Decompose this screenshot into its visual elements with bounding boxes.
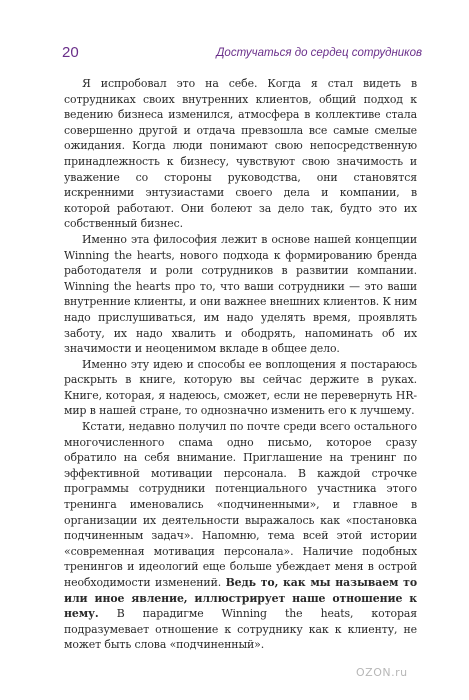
paragraph-text: В парадигме Winning the heats, которая подразумевает отношение к сотруднику как к клиенту, не может быть слова «подчиненный». [64,607,417,652]
page-number: 20 [62,44,79,61]
paragraph: Именно эту идею и способы ее воплощения я постараюсь раскрыть в книге, которую вы сейчас держите в руках. Книге, которая, я надеюсь, сможет, если не перевернуть HR-мир в нашей стране, то однозначно изменить его к лучшему. [64,357,417,418]
paragraph [64,419,417,653]
ozon-watermark: OZON.ru [356,666,408,679]
paragraph: Именно эта философия лежит в основе нашей концепции Winning the hearts, нового подхода к формированию бренда работодателя и роли сотрудников в развитии компании. Winning the hearts про то, что ваши сотрудники — это ваши внутренние клиенты, и они важнее внешних клиентов. К ним надо прислушиваться, им надо уделять время, проявлять заботу, их надо хвалить и ободрять, напоминать об их значимости и неоценимом вкладе в общее дело. [64,232,417,356]
running-title: Достучаться до сердец сотрудников [216,47,422,59]
bold-statement: Ведь то, как мы называем то или иное явление, иллюстрирует наше отношение к нему. [64,576,417,621]
paragraph-text: Кстати, недавно получил по почте среди всего остального многочисленного спама одно письмо, которое сразу обратило на себя внимание. Приглашение на тренинг по эффективной мотивации персонала. В каждой строчке программы сотрудники потенциального участника этого тренинга именовались «подчиненными», и главное в организации их деятельности выражалось как «постановка подчиненным задач». Напомню, тема всей этой истории «современная мотивация персонала». Наличие подобных тренингов и идеологий еще больше убеждает меня в острой необходимости изменений. [64,420,417,589]
body-text [64,76,417,653]
paragraph: Я испробовал это на себе. Когда я стал видеть в сотрудниках своих внутренних клиентов, общий подход к ведению бизнеса изменился, атмосфера в коллективе стала совершенно другой и отдача превзошла все самые смелые ожидания. Когда люди понимают свою непосредственную принадлежность к бизнесу, чувствуют свою значимость и уважение со стороны руководства, они становятся искренними энтузиастами своего дела и компании, в которой работают. Они болеют за дело так, будто это их собственный бизнес. [64,77,417,231]
page-header [0,44,469,64]
